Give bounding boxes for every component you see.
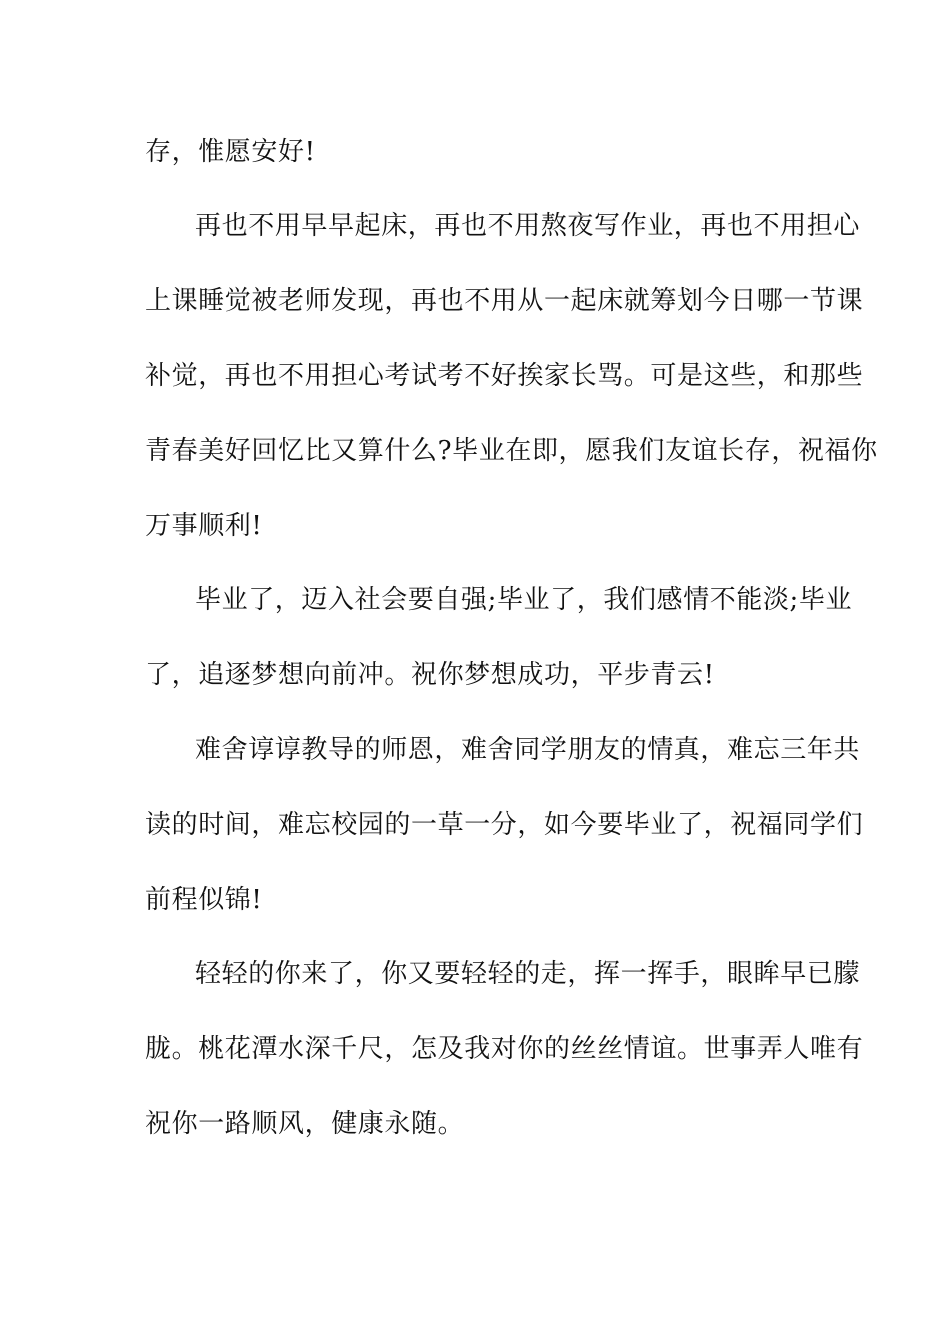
paragraph-first-line: 轻轻的你来了，你又要轻轻的走，挥一挥手，眼眸早已朦 [195, 959, 861, 989]
text-line: 胧。桃花潭水深千尺，怎及我对你的丝丝情谊。世事弄人唯有 [145, 1034, 864, 1064]
paragraph-first-line: 毕业了，迈入社会要自强;毕业了，我们感情不能淡;毕业 [195, 585, 853, 615]
text-line: 前程似锦! [145, 885, 263, 915]
text-line: 了，追逐梦想向前冲。祝你梦想成功，平步青云! [145, 660, 715, 690]
text-line: 祝你一路顺风，健康永随。 [145, 1109, 465, 1139]
paragraph-first-line: 难舍谆谆教导的师恩，难舍同学朋友的情真，难忘三年共 [195, 735, 861, 765]
text-line: 补觉，再也不用担心考试考不好挨家长骂。可是这些，和那些 [145, 361, 864, 391]
text-line: 上课睡觉被老师发现，再也不用从一起床就筹划今日哪一节课 [145, 286, 864, 316]
text-line: 读的时间，难忘校园的一草一分，如今要毕业了，祝福同学们 [145, 810, 864, 840]
text-line: 存，惟愿安好! [145, 137, 316, 167]
text-line: 万事顺利! [145, 511, 263, 541]
paragraph-first-line: 再也不用早早起床，再也不用熬夜写作业，再也不用担心 [195, 211, 861, 241]
text-line: 青春美好回忆比又算什么?毕业在即，愿我们友谊长存，祝福你 [145, 436, 878, 466]
